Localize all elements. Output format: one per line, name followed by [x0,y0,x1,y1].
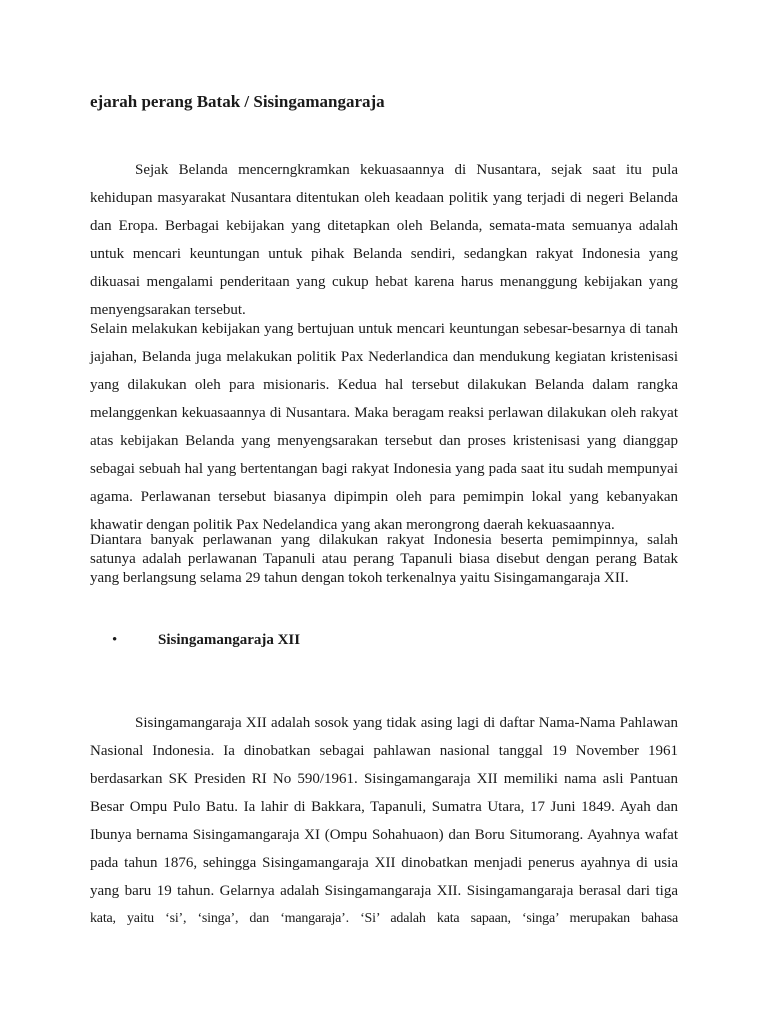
text-line: menyengsarakan tersebut. [90,302,246,318]
text-line: melanggenkan kekuasaannya di Nusantara. Maka beragam reaksi perlawan dilakukan oleh rakyat [90,405,678,421]
text-line: Nasional Indonesia. Ia dinobatkan sebagai pahlawan nasional tanggal 19 November 1961 [90,743,678,759]
text-line: Diantara banyak perlawanan yang dilakukan rakyat Indonesia beserta pemimpinnya, salah [90,532,678,548]
text-line: Sisingamangaraja XII adalah sosok yang tidak asing lagi di daftar Nama-Nama Pahlawan [135,715,678,731]
paragraph-resistance [90,531,678,588]
text-line: Besar Ompu Pulo Batu. Ia lahir di Bakkara, Tapanuli, Sumatra Utara, 17 Juni 1849. Ayah dan [90,799,678,815]
paragraph-intro [90,156,678,324]
bullet-heading: Sisingamangaraja XII [158,632,301,648]
text-line: dikuasai mengalami penderitaan yang cukup hebat karena harus menanggung kebijakan yang [90,274,678,290]
text-line: yang dilakukan oleh para misionaris. Kedua hal tersebut dilakukan Belanda dalam rangka [90,377,678,393]
bullet-icon: • [112,632,118,648]
text-line: Sejak Belanda mencerngkramkan kekuasaannya di Nusantara, sejak saat itu pula [135,162,678,178]
text-line: yang berlangsung selama 29 tahun dengan tokoh terkenalnya yaitu Sisingamangaraja XII. [90,570,629,586]
text-line: untuk mencari keuntungan untuk pihak Belanda sendiri, sedangkan rakyat Indonesia yang [90,246,678,262]
text-line: satunya adalah perlawanan Tapanuli atau perang Tapanuli biasa disebut dengan perang Batak [90,551,678,567]
text-line: Ibunya bernama Sisingamangaraja XI (Ompu Sohahuaon) dan Boru Situmorang. Ayahnya wafat [90,827,678,843]
text-line: dan Eropa. Berbagai kebijakan yang ditetapkan oleh Belanda, semata-mata semuanya adalah [90,218,678,234]
document-title: ejarah perang Batak / Sisingamangaraja [90,92,385,111]
text-line: kehidupan masyarakat Nusantara ditentukan oleh keadaan politik yang terjadi di negeri Belanda [90,190,678,206]
text-line: Selain melakukan kebijakan yang bertujuan untuk mencari keuntungan sebesar-besarnya di tanah [90,321,678,337]
paragraph-biography [90,709,678,933]
text-line: yang baru 19 tahun. Gelarnya adalah Sisingamangaraja XII. Sisingamangaraja berasal dari tiga [90,883,678,899]
paragraph-policy [90,315,678,539]
text-line: berdasarkan SK Presiden RI No 590/1961. Sisingamangaraja XII memiliki nama asli Pantuan [90,771,678,787]
text-line: kata, yaitu ‘si’, ‘singa’, dan ‘mangaraja’. ‘Si’ adalah kata sapaan, ‘singa’ merupakan bahasa [90,911,678,926]
text-line: agama. Perlawanan tersebut biasanya dipimpin oleh para pemimpin lokal yang kebanyakan [90,489,678,505]
text-line: atas kebijakan Belanda yang menyengsarakan tersebut dan proses kristenisasi yang dianggap [90,433,678,449]
text-line: jajahan, Belanda juga melakukan politik Pax Nederlandica dan mendukung kegiatan kristenisasi [90,349,678,365]
text-line: pada tahun 1876, sehingga Sisingamangaraja XII dinobatkan menjadi penerus ayahnya di usia [90,855,678,871]
text-line: sebagai sebuah hal yang bertentangan bagi rakyat Indonesia yang pada saat itu sudah mempunyai [90,461,678,477]
text-line: khawatir dengan politik Pax Nedelandica yang akan merongrong daerah kekuasaannya. [90,517,615,533]
